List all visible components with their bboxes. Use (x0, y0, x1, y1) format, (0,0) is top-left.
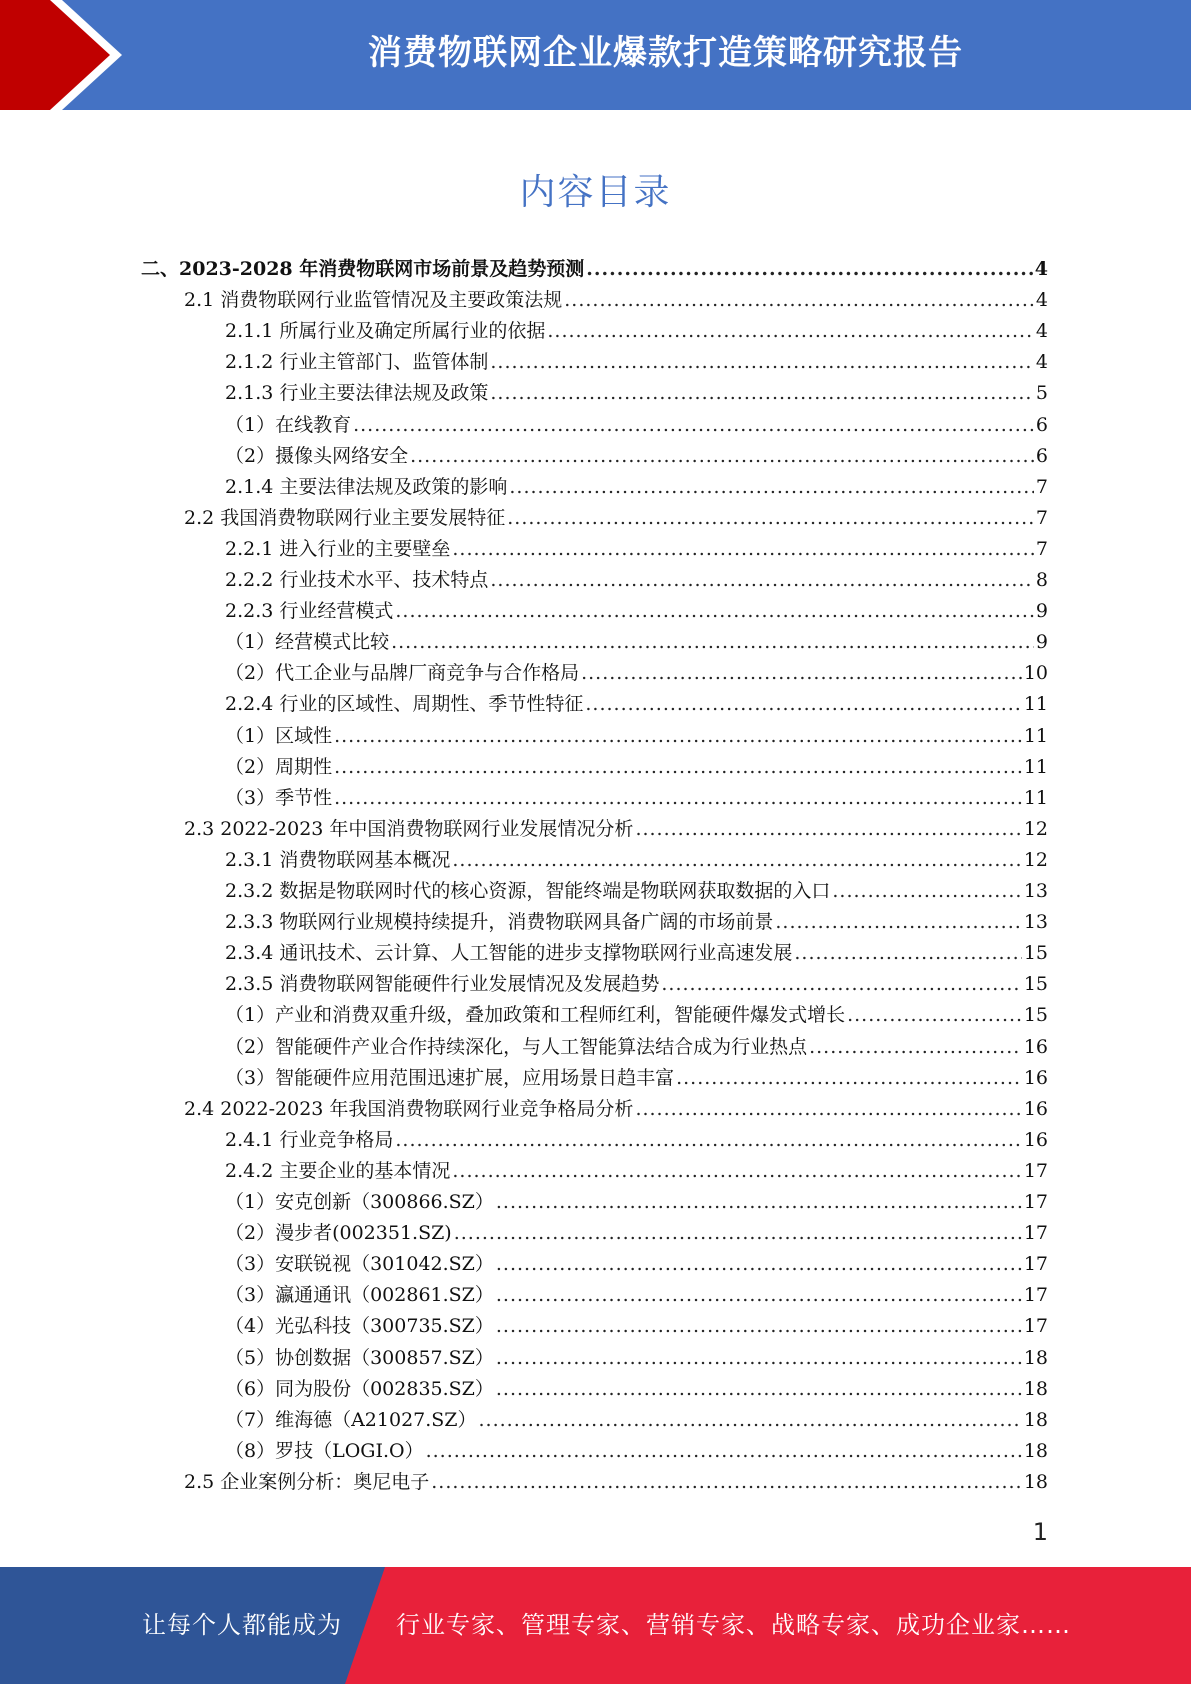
toc-entry-page: 18 (1023, 1346, 1048, 1369)
toc-dot-leader (334, 752, 1022, 783)
toc-entry-title: 二、2023-2028 年消费物联网市场前景及趋势预测 (141, 258, 585, 280)
toc-entry-page: 11 (1023, 724, 1048, 747)
toc-entry-page: 16 (1023, 1097, 1048, 1120)
toc-entry[interactable] (225, 316, 1048, 347)
toc-dot-leader (635, 1094, 1021, 1125)
toc-entry[interactable] (225, 1125, 1048, 1156)
toc-entry[interactable] (225, 1343, 1048, 1374)
toc-dot-leader (496, 1311, 1022, 1342)
toc-entry-page: 13 (1023, 880, 1048, 902)
toc-entry-page: 8 (1035, 569, 1048, 591)
toc-entry-title: 2.3.1 消费物联网基本概况 (225, 848, 451, 871)
toc-dot-leader (496, 1280, 1022, 1311)
toc-dot-leader (334, 721, 1022, 752)
toc-entry[interactable] (184, 814, 1048, 845)
toc-entry-page: 17 (1023, 1222, 1048, 1245)
toc-dot-leader (496, 1187, 1022, 1218)
toc-entry-page: 4 (1035, 320, 1048, 343)
toc-dot-leader (452, 1156, 1021, 1187)
toc-dot-leader (490, 347, 1034, 378)
toc-entry[interactable] (225, 1063, 1048, 1094)
toc-entry[interactable] (225, 441, 1048, 472)
toc-entry[interactable] (225, 721, 1048, 752)
toc-entry-page: 15 (1023, 1004, 1048, 1027)
toc-entry-page: 5 (1035, 382, 1048, 405)
toc-entry[interactable] (225, 1280, 1048, 1311)
toc-entry-page: 4 (1035, 351, 1048, 374)
toc-entry-page: 4 (1034, 258, 1048, 280)
toc-entry[interactable] (225, 1156, 1048, 1187)
toc-entry-page: 7 (1035, 475, 1048, 498)
toc-entry[interactable] (225, 1374, 1048, 1405)
toc-entry-title: （1）区域性 (225, 724, 333, 747)
toc-dot-leader (395, 596, 1034, 627)
toc-dot-leader (635, 814, 1021, 845)
toc-dot-leader (426, 1436, 1022, 1467)
footer-banner (0, 1567, 1191, 1684)
toc-entry-title: （3）季节性 (225, 786, 333, 809)
toc-entry-page: 16 (1023, 1128, 1048, 1151)
toc-entry[interactable] (141, 254, 1048, 285)
toc-entry-title: 2.3.2 数据是物联网时代的核心资源，智能终端是物联网获取数据的入口 (225, 880, 831, 902)
toc-entry-page: 16 (1023, 1035, 1048, 1058)
toc-entry-title: （8）罗技（LOGI.O） (225, 1439, 424, 1462)
header-banner (0, 0, 1191, 110)
toc-entry-title: 2.1.3 行业主要法律法规及政策 (225, 382, 489, 405)
toc-entry-title: （4）光弘科技（300735.SZ） (225, 1315, 494, 1338)
toc-entry-page: 11 (1023, 755, 1048, 778)
toc-dot-leader (586, 254, 1033, 285)
toc-entry-title: 2.1.1 所属行业及确定所属行业的依据 (225, 320, 546, 343)
toc-dot-leader (395, 1125, 1021, 1156)
toc-entry-title: 2.3 2022-2023 年中国消费物联网行业发展情况分析 (184, 817, 634, 840)
toc-dot-leader (410, 441, 1034, 472)
toc-entry-page: 17 (1023, 1315, 1048, 1338)
toc-entry[interactable] (225, 1187, 1048, 1218)
toc-entry[interactable] (225, 565, 1048, 596)
toc-entry-title: 2.1.2 行业主管部门、监管体制 (225, 351, 489, 374)
toc-entry-title: 2.2 我国消费物联网行业主要发展特征 (184, 506, 506, 529)
toc-dot-leader (507, 503, 1034, 534)
toc-heading: 内容目录 (519, 172, 672, 213)
toc-entry[interactable] (225, 534, 1048, 565)
toc-entry[interactable] (225, 1218, 1048, 1249)
toc-dot-leader (509, 472, 1034, 503)
toc-entry[interactable] (225, 378, 1048, 409)
toc-dot-leader (581, 658, 1022, 689)
toc-dot-leader (496, 1249, 1022, 1280)
toc-dot-leader (676, 1063, 1022, 1094)
toc-entry[interactable] (225, 845, 1048, 876)
toc-entry-page: 6 (1035, 444, 1048, 467)
toc-entry[interactable] (225, 1249, 1048, 1280)
toc-entry-title: （5）协创数据（300857.SZ） (225, 1346, 494, 1369)
toc-entry-page: 4 (1035, 289, 1048, 312)
toc-dot-leader (547, 316, 1034, 347)
toc-dot-leader (832, 876, 1021, 907)
toc-entry[interactable] (225, 1436, 1048, 1467)
toc-dot-leader (809, 1032, 1022, 1063)
toc-dot-leader (775, 907, 1021, 938)
toc-entry-title: 2.2.3 行业经营模式 (225, 600, 394, 623)
toc-entry-page: 10 (1023, 662, 1048, 685)
toc-entry-title: （3）安联锐视（301042.SZ） (225, 1253, 494, 1276)
toc-dot-leader (479, 1405, 1022, 1436)
toc-entry-title: （3）瀛通通讯（002861.SZ） (225, 1284, 494, 1307)
toc-entry[interactable] (225, 876, 1048, 907)
toc-entry-page: 11 (1023, 786, 1048, 809)
toc-entry-title: （2）漫步者(002351.SZ) (225, 1222, 452, 1245)
toc-entry-title: 2.4.2 主要企业的基本情况 (225, 1159, 451, 1182)
toc-entry-page: 18 (1023, 1470, 1048, 1493)
toc-entry-page: 12 (1023, 848, 1048, 871)
toc-entry-title: （6）同为股份（002835.SZ） (225, 1377, 494, 1400)
toc-entry-page: 16 (1023, 1066, 1048, 1089)
toc-entry-title: 2.2.2 行业技术水平、技术特点 (225, 569, 489, 591)
toc-entry-title: 2.2.4 行业的区域性、周期性、季节性特征 (225, 693, 584, 716)
toc-entry-page: 11 (1023, 693, 1048, 716)
toc-entry-title: 2.3.4 通讯技术、云计算、人工智能的进步支撑物联网行业高速发展 (225, 942, 793, 965)
toc-entry-title: （2）周期性 (225, 755, 333, 778)
toc-entry[interactable] (225, 627, 1048, 658)
toc-entry-title: 2.5 企业案例分析：奥尼电子 (184, 1470, 430, 1493)
toc-dot-leader (391, 627, 1034, 658)
footer-slogan-left: 让每个人都能成为 (142, 1611, 342, 1639)
toc-entry-title: 2.2.1 进入行业的主要壁垒 (225, 537, 451, 560)
toc-entry[interactable] (225, 907, 1048, 938)
toc-entry-page: 17 (1023, 1159, 1048, 1182)
toc-entry[interactable] (225, 938, 1048, 969)
toc-dot-leader (564, 285, 1034, 316)
page-number: 1 (1032, 1518, 1048, 1546)
toc-entry[interactable] (225, 969, 1048, 1000)
toc-entry-page: 15 (1023, 942, 1048, 965)
toc-entry-title: （1）经营模式比较 (225, 631, 390, 654)
toc-entry-title: （2）代工企业与品牌厂商竞争与合作格局 (225, 662, 580, 685)
toc-dot-leader (585, 689, 1021, 720)
toc-entry-page: 6 (1035, 413, 1048, 436)
toc-entry[interactable] (225, 1000, 1048, 1031)
toc-entry-page: 15 (1023, 973, 1048, 996)
toc-dot-leader (454, 1218, 1022, 1249)
toc-entry-title: （1）安克创新（300866.SZ） (225, 1191, 494, 1213)
toc-entry-title: （2）智能硬件产业合作持续深化，与人工智能算法结合成为行业热点 (225, 1035, 808, 1058)
toc-entry[interactable] (225, 596, 1048, 627)
toc-entry-page: 13 (1023, 911, 1048, 934)
toc-entry[interactable] (225, 658, 1048, 689)
toc-entry-page: 18 (1023, 1439, 1048, 1462)
toc-entry-page: 12 (1023, 817, 1048, 840)
toc-entry-title: 2.4.1 行业竞争格局 (225, 1128, 394, 1151)
toc-entry-page: 18 (1023, 1377, 1048, 1400)
toc-entry-title: （3）智能硬件应用范围迅速扩展，应用场景日趋丰富 (225, 1066, 675, 1089)
toc-entry[interactable] (225, 410, 1048, 441)
toc-dot-leader (353, 410, 1034, 441)
toc-entry[interactable] (225, 783, 1048, 814)
report-title: 消费物联网企业爆款打造策略研究报告 (368, 33, 963, 73)
chevron-arrow-icon (0, 0, 160, 110)
toc-entry-title: （1）在线教育 (225, 413, 352, 436)
toc-entry-page: 18 (1023, 1408, 1048, 1431)
toc-entry-title: 2.1 消费物联网行业监管情况及主要政策法规 (184, 289, 563, 312)
toc-entry[interactable] (225, 472, 1048, 503)
toc-entry-title: 2.3.3 物联网行业规模持续提升，消费物联网具备广阔的市场前景 (225, 911, 774, 934)
toc-dot-leader (334, 783, 1022, 814)
toc-dot-leader (847, 1000, 1022, 1031)
toc-entry[interactable] (225, 347, 1048, 378)
toc-dot-leader (490, 565, 1034, 596)
toc-entry[interactable] (225, 689, 1048, 720)
toc-entry[interactable] (225, 752, 1048, 783)
footer-slogan-right: 行业专家、管理专家、营销专家、战略专家、成功企业家…… (396, 1611, 1071, 1639)
toc-entry[interactable] (225, 1032, 1048, 1063)
toc-entry-title: （2）摄像头网络安全 (225, 444, 409, 467)
toc-entry-page: 7 (1035, 537, 1048, 560)
toc-dot-leader (496, 1374, 1022, 1405)
toc-dot-leader (431, 1467, 1022, 1498)
toc-dot-leader (452, 845, 1021, 876)
toc-entry[interactable] (225, 1405, 1048, 1436)
toc-entry-page: 17 (1023, 1284, 1048, 1307)
toc-entry[interactable] (184, 285, 1048, 316)
toc-entry[interactable] (225, 1311, 1048, 1342)
toc-entry-title: （7）维海德（A21027.SZ） (225, 1408, 477, 1431)
toc-entry[interactable] (184, 503, 1048, 534)
toc-entry-page: 9 (1035, 631, 1048, 654)
toc-dot-leader (496, 1343, 1022, 1374)
toc-entry-page: 17 (1023, 1253, 1048, 1276)
toc-entry-title: 2.1.4 主要法律法规及政策的影响 (225, 475, 508, 498)
toc-entry-page: 17 (1023, 1191, 1048, 1213)
toc-entry-page: 7 (1035, 506, 1048, 529)
toc-entry-title: 2.4 2022-2023 年我国消费物联网行业竞争格局分析 (184, 1097, 634, 1120)
toc-entry-title: 2.3.5 消费物联网智能硬件行业发展情况及发展趋势 (225, 973, 660, 996)
toc-entry-page: 9 (1035, 600, 1048, 623)
toc-dot-leader (490, 378, 1034, 409)
toc-dot-leader (661, 969, 1021, 1000)
toc-dot-leader (794, 938, 1021, 969)
toc-dot-leader (452, 534, 1034, 565)
toc-entry-title: （1）产业和消费双重升级，叠加政策和工程师红利，智能硬件爆发式增长 (225, 1004, 846, 1027)
toc-entry[interactable] (184, 1094, 1048, 1125)
toc-entry[interactable] (184, 1467, 1048, 1498)
